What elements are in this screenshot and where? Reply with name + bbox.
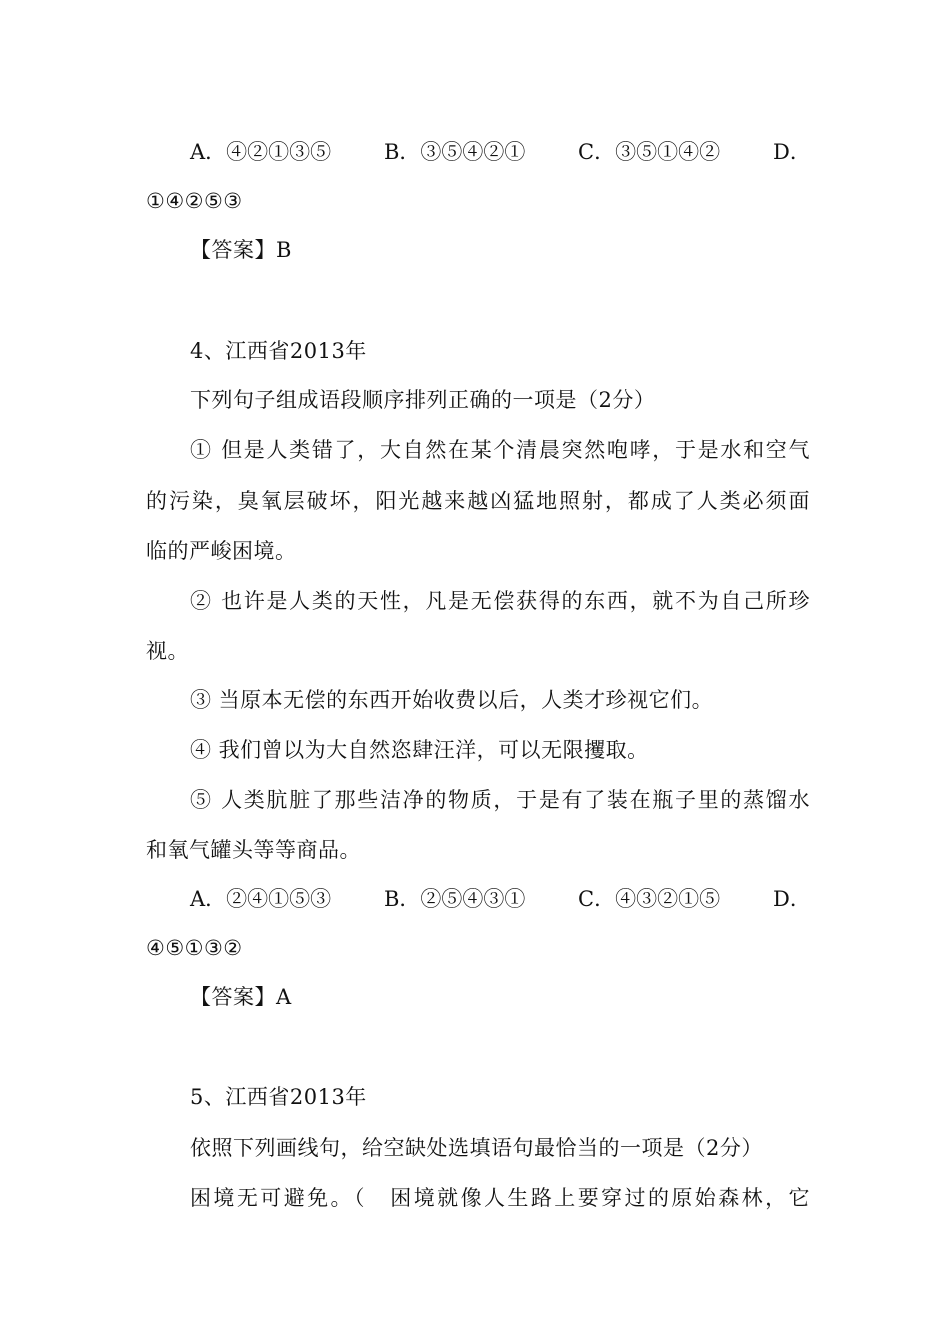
q4-sentence-3: ③ 当原本无偿的东西开始收费以后，人类才珍视它们。 (190, 688, 714, 712)
q4-sentence-1-line-2: 的污染，臭氧层破坏，阳光越来越凶猛地照射，都成了人类必须面 (146, 489, 810, 513)
q3-option-b: B．③⑤④②① (384, 140, 526, 164)
q3-option-c: C．③⑤①④② (578, 140, 721, 164)
q4-option-a: A．②④①⑤③ (190, 887, 332, 911)
q4-sentence-5-line-2: 和氧气罐头等等商品。 (146, 838, 361, 862)
q4-sentence-5-line-1: ⑤ 人类肮脏了那些洁净的物质，于是有了装在瓶子里的蒸馏水 (190, 788, 810, 812)
q3-option-d-label: D． (773, 140, 811, 164)
q4-sentence-4: ④ 我们曾以为大自然恣肆汪洋，可以无限攫取。 (190, 738, 649, 762)
q4-option-c: C．④③②①⑤ (578, 887, 721, 911)
q4-prompt: 下列句子组成语段顺序排列正确的一项是（2分） (190, 388, 656, 412)
q4-sentence-1-line-3: 临的严峻困境。 (146, 539, 297, 563)
q4-sentence-1-line-1: ① 但是人类错了，大自然在某个清晨突然咆哮，于是水和空气 (190, 438, 810, 462)
q4-answer: 【答案】A (190, 985, 292, 1009)
q4-option-d-value: ④⑤①③② (146, 936, 243, 960)
q5-prompt: 依照下列画线句，给空缺处选填语句最恰当的一项是（2分） (190, 1136, 763, 1160)
q3-answer: 【答案】B (190, 238, 292, 262)
q4-sentence-2-line-2: 视。 (146, 639, 189, 663)
q4-option-b: B．②⑤④③① (384, 887, 526, 911)
q5-line-1: 困境无可避免。（ 困境就像人生路上要穿过的原始森林，它 (190, 1186, 810, 1210)
q5-title: 5、江西省2013年 (190, 1085, 367, 1109)
q4-sentence-2-line-1: ② 也许是人类的天性，凡是无偿获得的东西，就不为自己所珍 (190, 589, 810, 613)
q3-option-a: A．④②①③⑤ (190, 140, 332, 164)
q4-title: 4、江西省2013年 (190, 339, 367, 363)
q4-option-d-label: D． (773, 887, 811, 911)
q3-option-d-value: ①④②⑤③ (146, 189, 243, 213)
